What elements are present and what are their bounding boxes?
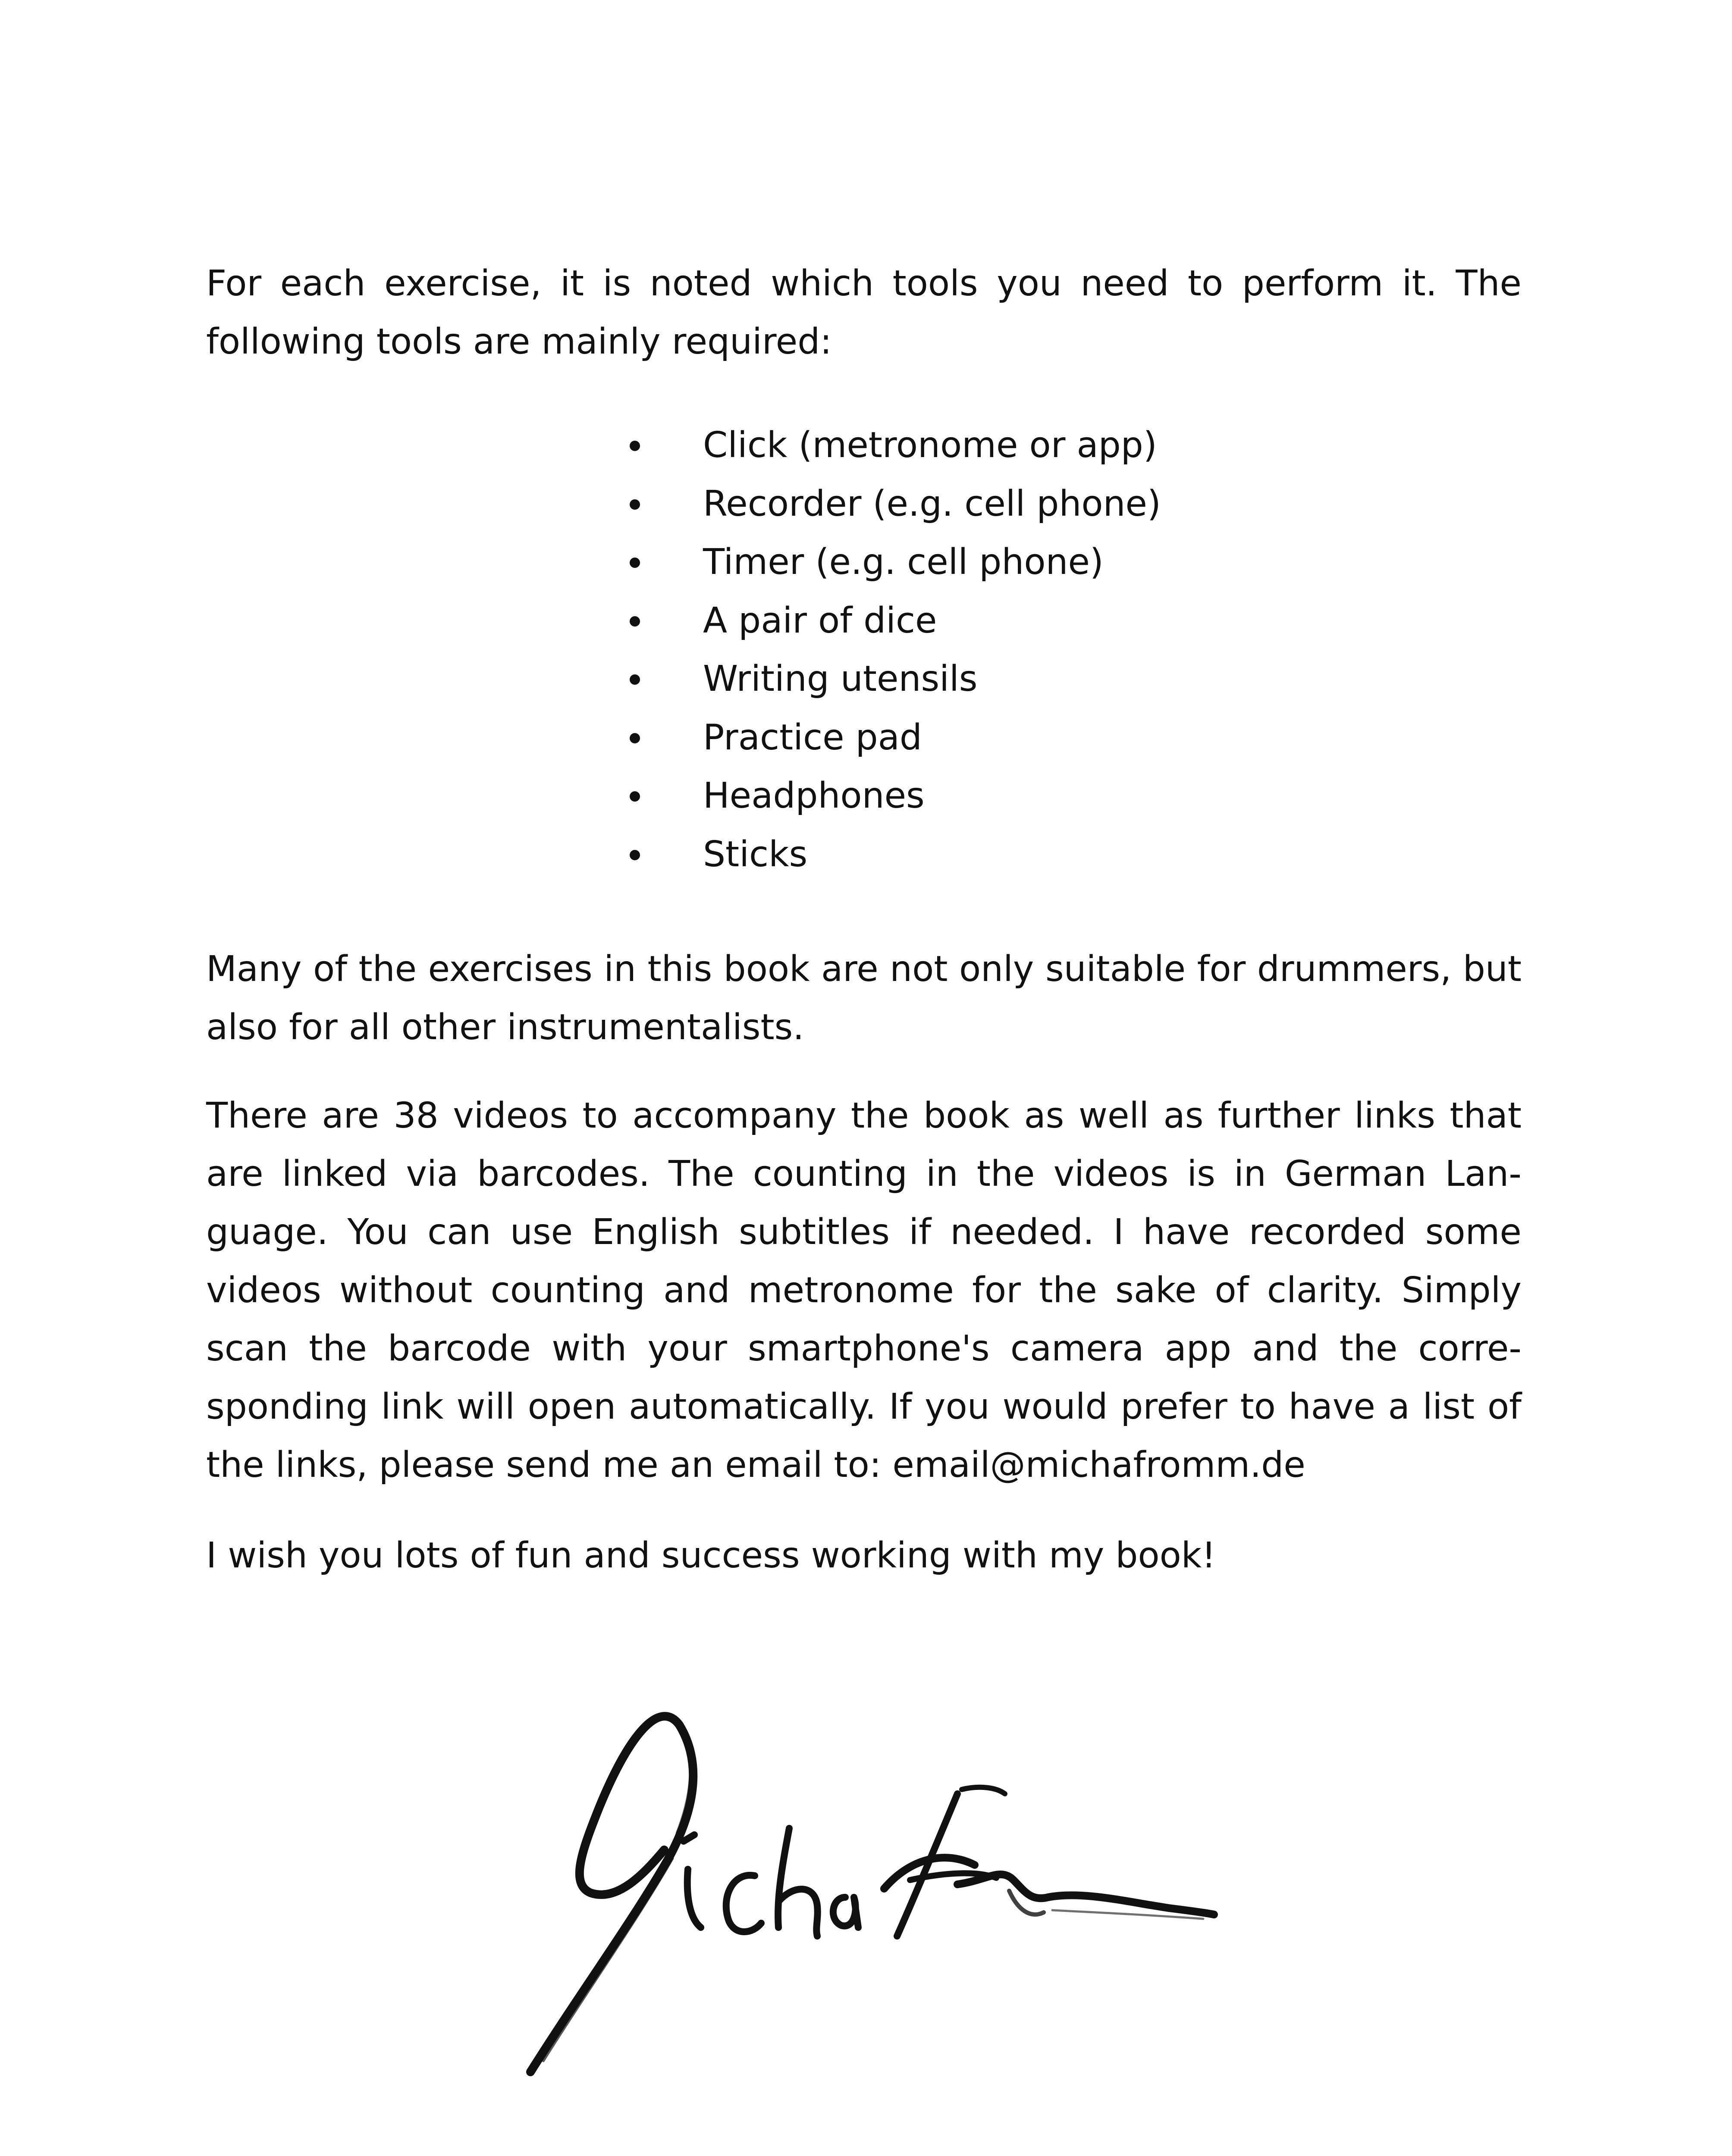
- bullet-icon: [630, 791, 640, 802]
- bullet-icon: [630, 616, 640, 627]
- list-item: [630, 475, 1161, 533]
- bullet-icon: [630, 499, 640, 510]
- instrumentalists-paragraph: Many of the exercises in this book are not only suitable for drummers, but also for all other instrumentalists.: [206, 949, 1522, 1048]
- tool-label: Practice pad: [703, 717, 922, 758]
- tool-label: Timer (e.g. cell phone): [703, 542, 1104, 583]
- list-item: [630, 767, 1161, 825]
- bullet-icon: [630, 558, 640, 568]
- tool-label: A pair of dice: [703, 600, 937, 641]
- tools-list: [630, 416, 1161, 884]
- signature-icon: [513, 1695, 1221, 2083]
- list-item: [630, 416, 1161, 475]
- intro-paragraph: For each exercise, it is noted which tools you need to perform it. The following tools are mainly required:: [206, 263, 1522, 362]
- bullet-icon: [630, 850, 640, 860]
- list-item: [630, 825, 1161, 884]
- tool-label: Recorder (e.g. cell phone): [703, 483, 1161, 524]
- tool-label: Headphones: [703, 775, 925, 816]
- list-item: [630, 708, 1161, 767]
- tool-label: Click (metronome or app): [703, 425, 1157, 466]
- bullet-icon: [630, 733, 640, 743]
- closing-paragraph: I wish you lots of fun and success working with my book!: [206, 1535, 1216, 1576]
- list-item: [630, 533, 1161, 592]
- bullet-icon: [630, 441, 640, 451]
- bullet-icon: [630, 674, 640, 685]
- list-item: [630, 650, 1161, 708]
- tool-label: Writing utensils: [703, 658, 978, 699]
- list-item: [630, 592, 1161, 650]
- tool-label: Sticks: [703, 834, 808, 875]
- videos-paragraph: There are 38 videos to accompany the book as well as further links that are linked via barcodes. The counting in the videos is in German Lan-guage. You can use English subtitles if needed. I have recorded some videos without counting and metronome for the sake of clarity. Simply scan the barcode with your smartphone's camera app and the corre-sponding link will open automatically. If you would prefer to have a list of the links, please send me an email to: email@michafromm.de: [206, 1095, 1522, 1485]
